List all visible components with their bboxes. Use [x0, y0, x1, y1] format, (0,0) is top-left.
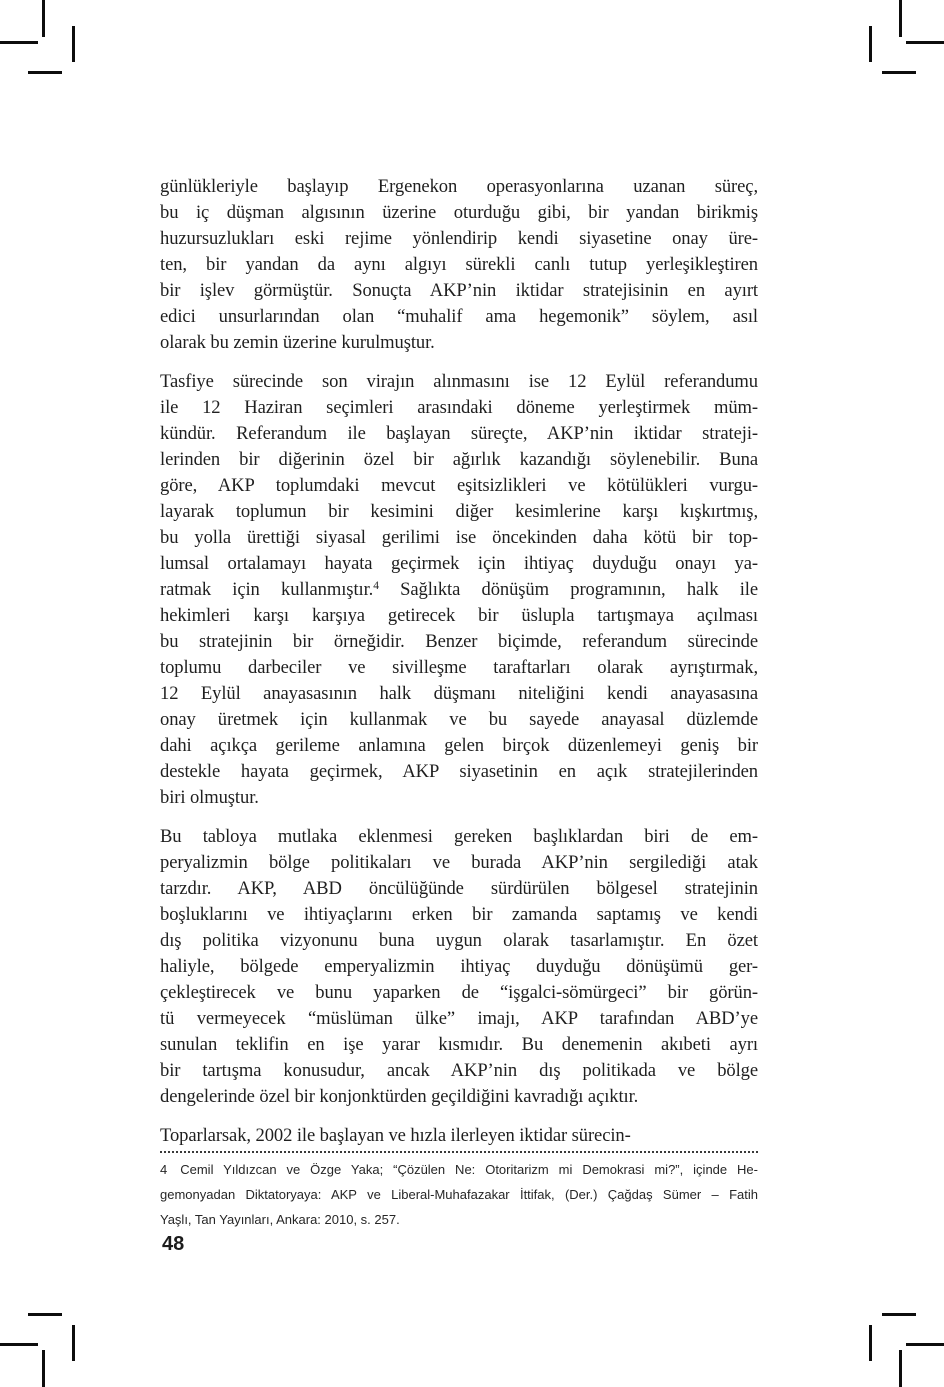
body-text-line: boşluklarını ve ihtiyaçlarını erken bir zamanda saptamış ve kendi	[160, 904, 758, 925]
crop-mark-line	[906, 1343, 944, 1346]
body-text-line: lumsal ortalamayı hayata geçirmek için ihtiyaç duyduğu onayı ya-	[160, 553, 758, 574]
crop-mark-line	[869, 1325, 872, 1361]
body-text-line: huzursuzlukları eski rejime yönlendirip kendi siyasetine onay üre-	[160, 228, 758, 249]
footnote-line: 4 Cemil Yıldızcan ve Özge Yaka; “Çözülen Ne: Otoritarizm mi Demokrasi mi?”, içinde He-	[160, 1162, 758, 1177]
paragraph	[160, 174, 758, 356]
body-text-line: tü vermeyecek “müslüman ülke” imajı, AKP tarafından ABD’ye	[160, 1008, 758, 1029]
crop-mark-line	[869, 26, 872, 62]
crop-mark-line	[42, 0, 45, 37]
body-text-line: layarak toplumun bir kesimini diğer kesimlerine karşı kışkırtmış,	[160, 501, 758, 522]
crop-mark-line	[0, 1343, 38, 1346]
body-text-line: haliyle, bölgede emperyalizmin ihtiyaç duyduğu dönüşümü ger-	[160, 956, 758, 977]
crop-mark-line	[42, 1350, 45, 1387]
body-text-line: edici unsurlarından olan “muhalif ama hegemonik” söylem, asıl	[160, 306, 758, 327]
body-text-line: lerinden bir diğerinin özel bir ağırlık kazandığı söylenebilir. Buna	[160, 449, 758, 470]
body-text-line: göre, AKP toplumdaki mevcut eşitsizlikleri ve kötülükleri vurgu-	[160, 475, 758, 496]
body-text-line: ten, bir yandan da aynı algıyı sürekli canlı tutup yerleşikleştiren	[160, 254, 758, 275]
crop-mark-line	[72, 26, 75, 62]
crop-mark-line	[906, 41, 944, 44]
body-text-line: peryalizmin bölge politikaları ve burada AKP’nin sergilediği atak	[160, 852, 758, 873]
crop-mark-line	[28, 71, 62, 74]
body-text-line: hekimleri karşı karşıya getirecek bir üslupla tartışmaya açılması	[160, 605, 758, 626]
body-text-line: bu iç düşman algısının üzerine oturduğu gibi, bir yandan birikmiş	[160, 202, 758, 223]
body-text-line: çekleştirecek ve bunu yaparken de “işgalci-sömürgeci” bir görün-	[160, 982, 758, 1003]
body-text-line: bu stratejinin bir örneğidir. Benzer biçimde, referandum sürecinde	[160, 631, 758, 652]
page-number: 48	[162, 1233, 185, 1255]
body-text-line: bu yolla ürettiği siyasal gerilimi ise öncekinden daha kötü bir top-	[160, 527, 758, 548]
footnote-line: gemonyadan Diktatoryaya: AKP ve Liberal-Muhafazakar İttifak, (Der.) Çağdaş Sümer – Fatih	[160, 1187, 758, 1202]
body-text-line: olarak bu zemin üzerine kurulmuştur.	[160, 332, 435, 353]
crop-mark-line	[899, 1350, 902, 1387]
body-text-line: tarzdır. AKP, ABD öncülüğünde sürdürülen bölgesel stratejinin	[160, 878, 758, 899]
body-text-line: dış politika vizyonunu buna uygun olarak tasarlamıştır. En özet	[160, 930, 758, 951]
body-text-line: Toparlarsak, 2002 ile başlayan ve hızla ilerleyen iktidar sürecin-	[160, 1125, 631, 1146]
footnote-reference: 4	[373, 580, 379, 592]
paragraph	[160, 1123, 758, 1149]
body-text-line: dahi açıkça gerileme anlamına gelen birçok düzenlemeyi geniş bir	[160, 735, 758, 756]
body-text-line: sunulan teklifin en işe yarar kısmıdır. Bu denemenin akıbeti ayrı	[160, 1034, 758, 1055]
body-text	[160, 174, 758, 1162]
crop-mark-line	[882, 1313, 916, 1316]
crop-mark-line	[899, 0, 902, 37]
crop-mark-line	[0, 41, 38, 44]
body-text-line: biri olmuştur.	[160, 787, 259, 808]
paragraph	[160, 369, 758, 811]
body-text-line: 12 Eylül anayasasının halk düşmanı niteliğini kendi anayasasına	[160, 683, 758, 704]
body-text-line: bir işlev görmüştür. Sonuçta AKP’nin iktidar stratejisinin en ayırt	[160, 280, 758, 301]
crop-mark-line	[28, 1313, 62, 1316]
body-text-line: destekle hayata geçirmek, AKP siyasetinin en açık stratejilerinden	[160, 761, 758, 782]
crop-mark-line	[882, 71, 916, 74]
body-text-line: onay üretmek için kullanmak ve bu sayede anayasal düzlemde	[160, 709, 758, 730]
body-text-line: günlükleriyle başlayıp Ergenekon operasyonlarına uzanan süreç,	[160, 176, 758, 197]
body-text-line: dengelerinde özel bir konjonktürden geçildiğini kavradığı açıktır.	[160, 1086, 639, 1107]
body-text-line: Tasfiye sürecinde son virajın alınmasını ise 12 Eylül referandumu	[160, 371, 758, 392]
body-text-line: ile 12 Haziran seçimleri arasındaki döneme yerleştirmek müm-	[160, 397, 758, 418]
footnote-separator	[160, 1151, 758, 1153]
body-text-line: bir tartışma konusudur, ancak AKP’nin dış politikada ve bölge	[160, 1060, 758, 1081]
footnote-line: Yaşlı, Tan Yayınları, Ankara: 2010, s. 257.	[160, 1212, 400, 1227]
body-text-line: kündür. Referandum ile başlayan süreçte, AKP’nin iktidar strateji-	[160, 423, 758, 444]
body-text-line: toplumu darbeciler ve sivilleşme taraftarları olarak ayrıştırmak,	[160, 657, 758, 678]
paragraph	[160, 824, 758, 1110]
body-text-line: Bu tabloya mutlaka eklenmesi gereken başlıklardan biri de em-	[160, 826, 758, 847]
crop-mark-line	[72, 1325, 75, 1361]
footnote	[160, 1157, 758, 1232]
body-text-line: ratmak için kullanmıştır.$^4$ Sağlıkta dönüşüm programının, halk ile	[160, 579, 758, 600]
